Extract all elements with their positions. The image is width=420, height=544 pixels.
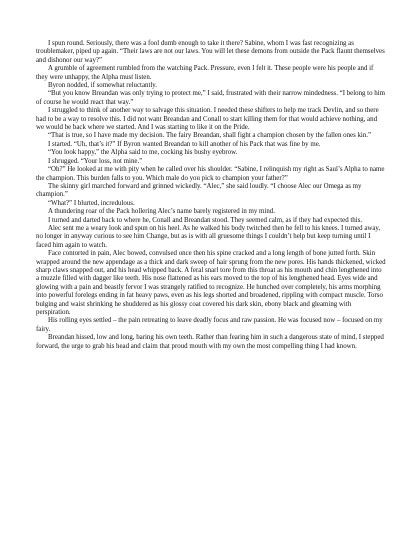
paragraph: A thundering roar of the Pack hollering Alec’s name barely registered in my mind. <box>48 208 275 216</box>
paragraph: I spun round. Seriously, there was a fool dumb enough to take it there? Sabine, whom I was fast recognizing as troublemaker, piped up again. “Their laws are not our laws. You will let these demons from outside the Pack flaunt themselves and dishonor our way?” <box>36 40 385 64</box>
paragraph: “That is true, so I have made my decision. The fairy Breandan, shall fight a champion chosen by the fallen ones kin.” <box>48 132 372 140</box>
paragraph: A grumble of agreement rumbled from the watching Pack. Pressure, even I felt it. These people were his people and if they were unhappy, the Alpha must listen. <box>36 65 374 81</box>
paragraph: Alec sent me a weary look and spun on his heel. As he walked his body twitched then he fell to his knees. I turned away, no longer in anyway curious to see him Change, but as is with all gruesome things I couldn’t help but keep turning until I faced him again to watch. <box>36 224 381 249</box>
paragraph: Face contorted in pain, Alec bowed, convulsed once then his spine cracked and a long length of bone jutted forth. Skin wrapped around the new appendage as a thick and dark sweep of hair sprung from the new pores. His hands thickened, wicked sharp claws snapped out, and his head whipped back. A feral snarl tore from this throat as his mouth and chin lengthened into a muzzle filled with dagger like teeth. His nose flattened as his ears moved to the top of his lengthened head. Eyes wide and glowing with a pain and beastly fervor I was strangely ratified to recognize. He hunched over completely, his arms morphing into powerful forelegs ending in fat heavy paws, even as his legs shorted and broadened, rippling with compact muscle. Torso bulging and waist shrinking he shuddered as his glossy coat covered his dark skin, ebony black and gleaming with perspiration. <box>36 250 386 316</box>
paragraph: “What?” I blurted, incredulous. <box>48 199 135 207</box>
paragraph: “Oh?” He looked at me with pity when he called over his shoulder. “Sabine, I relinquish my right as Saul’s Alpha to name the champion. This burden falls to you. Which male do you pick to champion your father?” <box>36 166 385 182</box>
paragraph: I struggled to think of another way to salvage this situation. I needed these shifters to help me track Devlin, and so there had to be a way to resolve this. I did not want Breandan and Conall to start killing them for that would achieve nothing, and we would be back where we started. And I was starting to like it on the Pride. <box>36 107 379 132</box>
paragraph: Byron nodded, if somewhat reluctantly. <box>48 82 158 90</box>
body-text <box>36 40 386 351</box>
paragraph: The skinny girl marched forward and grinned wickedly. “Alec,” she said loudly. “I choose Alec our Omega as my champion.” <box>36 182 362 199</box>
paragraph: I started. “Uh, that’s it?” If Byron wanted Breandan to kill another of his Pack that was fine by me. <box>48 140 321 148</box>
paragraph: His rolling eyes settled – the pain retreating to leave deadly focus and raw passion. He was focused now – focused on my fairy. <box>36 317 383 333</box>
paragraph: Breandan hissed, low and long, baring his own teeth. Rather than fearing him in such a dangerous state of mind, I stepped forward, the urge to grab his head and claim that proud mouth with my own the most compelling thing I had known. <box>36 334 384 350</box>
paragraph: “You look happy,” the Alpha said to me, cocking his bushy eyebrow. <box>48 149 238 157</box>
paragraph: I shrugged. “Your loss, not mine.” <box>48 157 143 165</box>
paragraph: “But you know Breandan was only trying to protect me,” I said, frustrated with their narrow mindedness. “I belong to him of course he would react that way.” <box>36 90 385 106</box>
paragraph: I turned and darted back to where he, Conall and Breandan stood. They seemed calm, as if they had expected this. <box>48 216 363 224</box>
